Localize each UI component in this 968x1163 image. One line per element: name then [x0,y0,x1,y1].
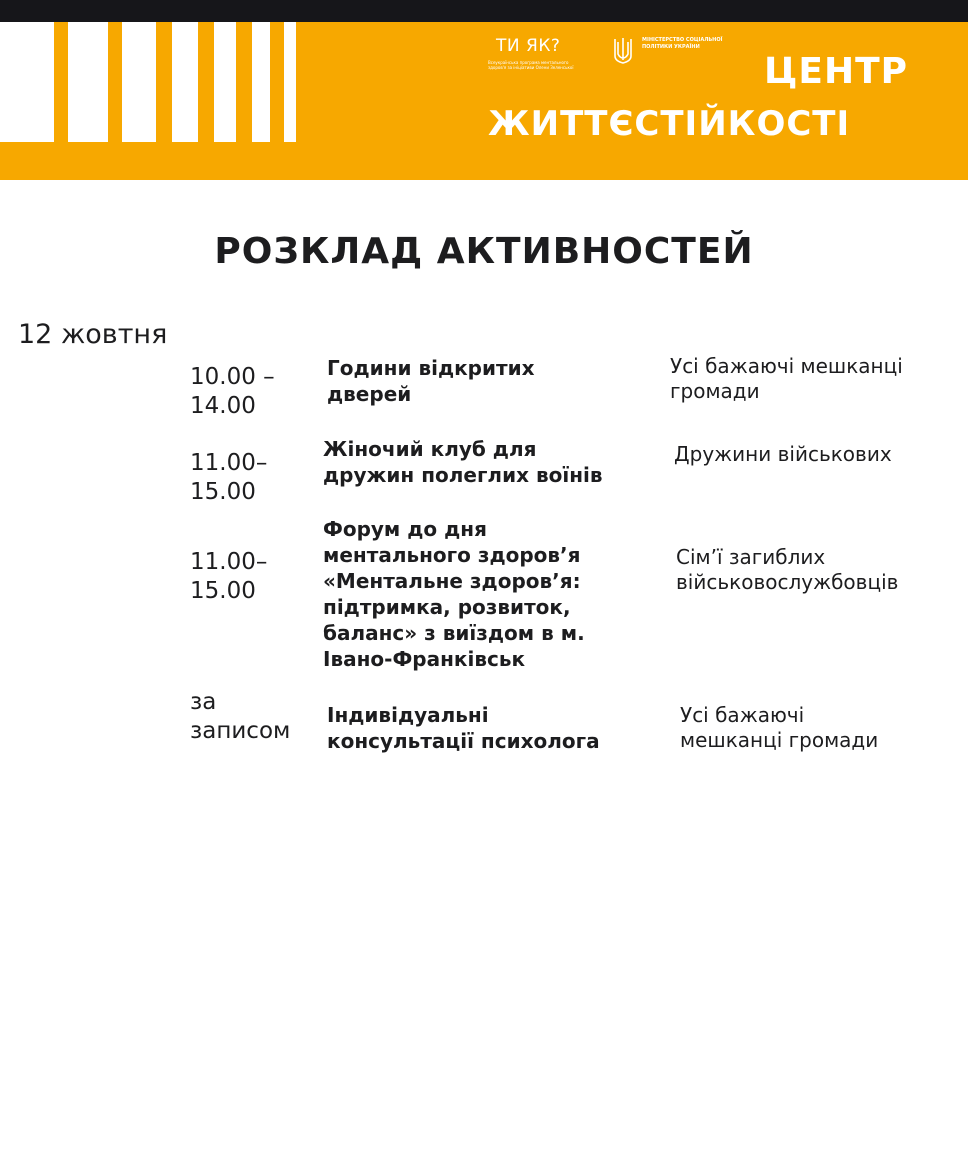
banner-stripe [214,22,236,142]
banner-stripe [0,22,54,142]
row-audience: Сім’ї загиблих військовослужбовців [676,545,899,594]
status-bar [0,0,968,22]
row-time: 11.00– 15.00 [190,450,268,505]
banner-stripe [68,22,108,142]
row-audience: Усі бажаючі мешканці громади [680,703,879,752]
banner-stripe [284,22,296,142]
tiyak-logo-subtitle: Всеукраїнська програма ментального здоров'я за ініціативи Олени Зеленської [488,60,574,70]
trident-icon [612,36,634,64]
banner-stripe [252,22,270,142]
ministry-logo [612,36,742,64]
row-audience: Усі бажаючі мешканці громади [670,354,903,403]
row-event: Форум до дня ментального здоров’я «Ментальне здоров’я: підтримка, розвиток, баланс» з виїздом в м. Івано-Франківськ [323,517,585,671]
row-time: 11.00– 15.00 [190,549,268,604]
center-title-line2: ЖИТТЄСТІЙКОСТІ [488,104,851,144]
row-time: 10.00 – 14.00 [190,364,275,419]
tiyak-logo [488,36,588,72]
row-event: Години відкритих дверей [327,356,535,406]
ministry-name: МІНІСТЕРСТВО СОЦІАЛЬНОЇ ПОЛІТИКИ УКРАЇНИ [642,37,723,50]
header-banner [0,22,968,180]
tiyak-logo-text: ТИ ЯК? [496,36,561,56]
row-audience: Дружини військових [674,442,892,466]
schedule-date: 12 жовтня [18,319,168,350]
row-event: Індивідуальні консультації психолога [327,703,600,753]
page-title: РОЗКЛАД АКТИВНОСТЕЙ [214,231,754,272]
row-event: Жіночий клуб для дружин полеглих воїнів [323,437,603,487]
banner-stripe [172,22,198,142]
banner-stripe [122,22,156,142]
center-title-line1: ЦЕНТР [764,51,909,92]
row-time: за записом [190,689,291,744]
